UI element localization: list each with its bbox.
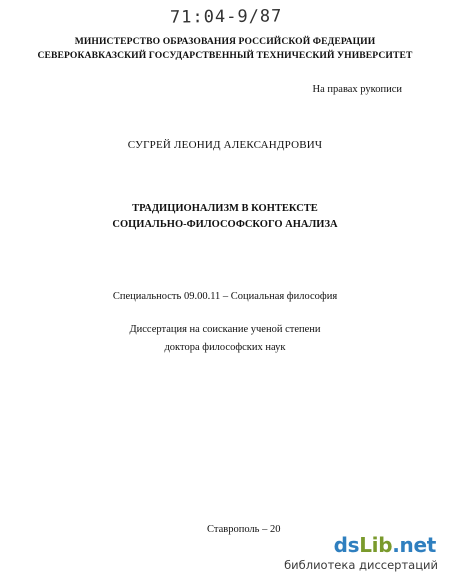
city-year: Ставрополь – 20 [207,524,281,535]
author-name: СУГРЕЙ ЛЕОНИД АЛЕКСАНДРОВИЧ [127,139,323,151]
degree-line-1: Диссертация на соискание ученой степени [129,324,321,335]
specialty-line: Специальность 09.00.11 – Социальная философия [112,291,338,302]
title-line-1: ТРАДИЦИОНАЛИЗМ В КОНТЕКСТЕ [132,203,318,214]
dissertation-title [0,201,450,233]
ministry-line: МИНИСТЕРСТВО ОБРАЗОВАНИЯ РОССИЙСКОЙ ФЕДЕРАЦИИ [74,36,376,47]
university-line: СЕВЕРОКАВКАЗСКИЙ ГОСУДАРСТВЕННЫЙ ТЕХНИЧЕСКИЙ УНИВЕРСИТЕТ [37,50,413,61]
title-line-2: СОЦИАЛЬНО-ФИЛОСОФСКОГО АНАЛИЗА [112,219,338,230]
degree-line-2: доктора философских наук [164,342,286,353]
archive-stamp: 71:04-9/87 [169,6,283,28]
watermark-logo[interactable] [334,533,436,557]
manuscript-note: На правах рукописи [312,84,402,95]
watermark-logo-text: dsLib.net [333,533,436,557]
watermark-subtitle: библиотека диссертаций [284,558,438,572]
degree-block [0,321,450,357]
ministry-header [0,35,450,63]
watermark-logo-accent: Lib [359,533,393,557]
